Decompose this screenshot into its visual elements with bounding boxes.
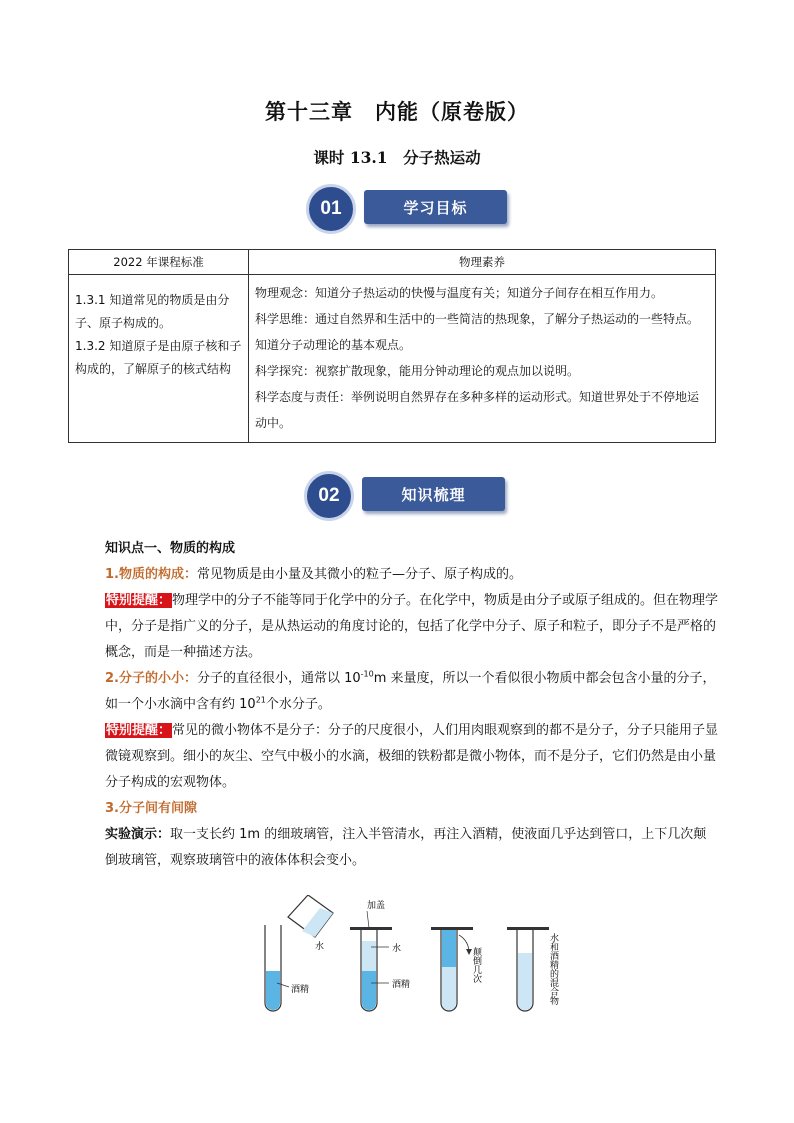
mixture-liquid — [518, 953, 532, 1010]
literacy-item: 科学态度与责任：举例说明自然界存在多种多样的运动形式。知道世界处于不停地运动中。 — [255, 390, 700, 430]
lesson-subtitle: 课时 13.1 分子热运动 — [313, 148, 481, 167]
tube-2 — [350, 927, 392, 1011]
demo-label: 实验演示： — [105, 827, 171, 842]
item-text: 常见物质是由小量及其微小的粒子—分子、原子构成的。 — [196, 567, 522, 582]
note-text: 常见的微小物体不是分子：分子的尺度很小，人们用肉眼观察到的都不是分子，分子只能用子显微镜观察到。细小的灰尘、空气中极小的水滴，极细的铁粉都是微小物体，而不是分子，它们仍然是由小量分子构成的宏观物体。 — [105, 723, 719, 790]
tube-3 — [431, 927, 473, 1011]
banner-label: 知识梳理 — [362, 477, 505, 511]
note-text: 物理学中的分子不能等同于化学中的分子。在化学中，物质是由分子或原子组成的。但在物理学中，分子是指广义的分子，是从热运动的角度讨论的，包括了化学中分子、原子和粒子，即分子不是严格的概念，而是一种描述方法。 — [105, 593, 719, 660]
paragraph-demo — [105, 822, 719, 874]
standard-item: 1.3.1 知道常见的物质是由分子、原子构成的。 — [75, 293, 230, 330]
banner-number: 01 — [306, 184, 356, 234]
special-note-badge: 特别提醒： — [106, 723, 172, 738]
label-invert: 颠倒几次 — [471, 947, 481, 983]
knowledge-point-heading: 知识点一、物质的构成 — [105, 541, 236, 556]
curriculum-table — [68, 249, 716, 443]
exponent: -10 — [360, 669, 374, 679]
banner-number: 02 — [304, 471, 354, 521]
special-note-badge: 特别提醒： — [106, 593, 172, 608]
alcohol-liquid — [266, 971, 280, 1010]
table-header-standard: 2022 年课程标准 — [69, 250, 249, 275]
paragraph-structure — [105, 562, 719, 588]
tube-4 — [507, 927, 549, 1011]
standards-cell — [69, 275, 249, 443]
paragraph-size — [105, 666, 719, 718]
standard-item: 1.3.2 知道原子是由原子核和子构成的，了解原子的核式结构 — [75, 339, 242, 376]
demo-text: 取一支长约 1m 的细玻璃管，注入半管清水，再注入酒精，使液面几乎达到管口，上下几次颠倒玻璃管，观察玻璃管中的液体体积会变小。 — [105, 827, 707, 868]
literacy-cell — [249, 275, 716, 443]
knowledge-section — [105, 536, 719, 874]
item-text: 个水分子。 — [265, 697, 331, 712]
exponent: 21 — [255, 695, 266, 705]
pouring-beaker — [288, 895, 333, 937]
label-alcohol-2: 酒精 — [392, 980, 411, 990]
tube-1 — [265, 925, 281, 1011]
literacy-item: 科学思维：通过自然界和生活中的一些简洁的热现象，了解分子热运动的一些特点。知道分子动理论的基本观点。 — [255, 312, 700, 352]
item-label: 1.物质的构成： — [105, 567, 197, 582]
item-text: 分子的直径很小，通常以 10 — [196, 671, 361, 686]
note-paragraph — [105, 588, 719, 666]
label-mixture: 水和酒精的混合物 — [548, 933, 558, 1005]
banner-label: 学习目标 — [364, 190, 507, 224]
label-water-2: 水 — [392, 944, 402, 954]
water-liquid — [362, 941, 376, 971]
alcohol-liquid — [362, 971, 376, 1010]
item-heading-gap: 3.分子间有间隙 — [105, 801, 197, 816]
item-label: 2.分子的小小： — [105, 671, 197, 686]
table-header-literacy: 物理素养 — [249, 250, 716, 275]
literacy-item: 科学探究：视察扩散现象，能用分钟动理论的观点加以说明。 — [255, 364, 580, 378]
note-paragraph — [105, 718, 719, 796]
item-text: m 来量度，所以一个看似很小物质中都会包含小量的分子，如一个小水滴中含有约 10 — [105, 671, 716, 712]
label-water-1: 水 — [315, 942, 325, 952]
label-cap: 加盖 — [367, 901, 386, 911]
page-title: 第十三章 内能（原卷版） — [265, 99, 529, 124]
experiment-figure — [255, 895, 575, 1015]
label-alcohol-1: 酒精 — [291, 985, 310, 995]
literacy-item: 物理观念：知道分子热运动的快慢与温度有关；知道分子间存在相互作用力。 — [255, 286, 664, 300]
